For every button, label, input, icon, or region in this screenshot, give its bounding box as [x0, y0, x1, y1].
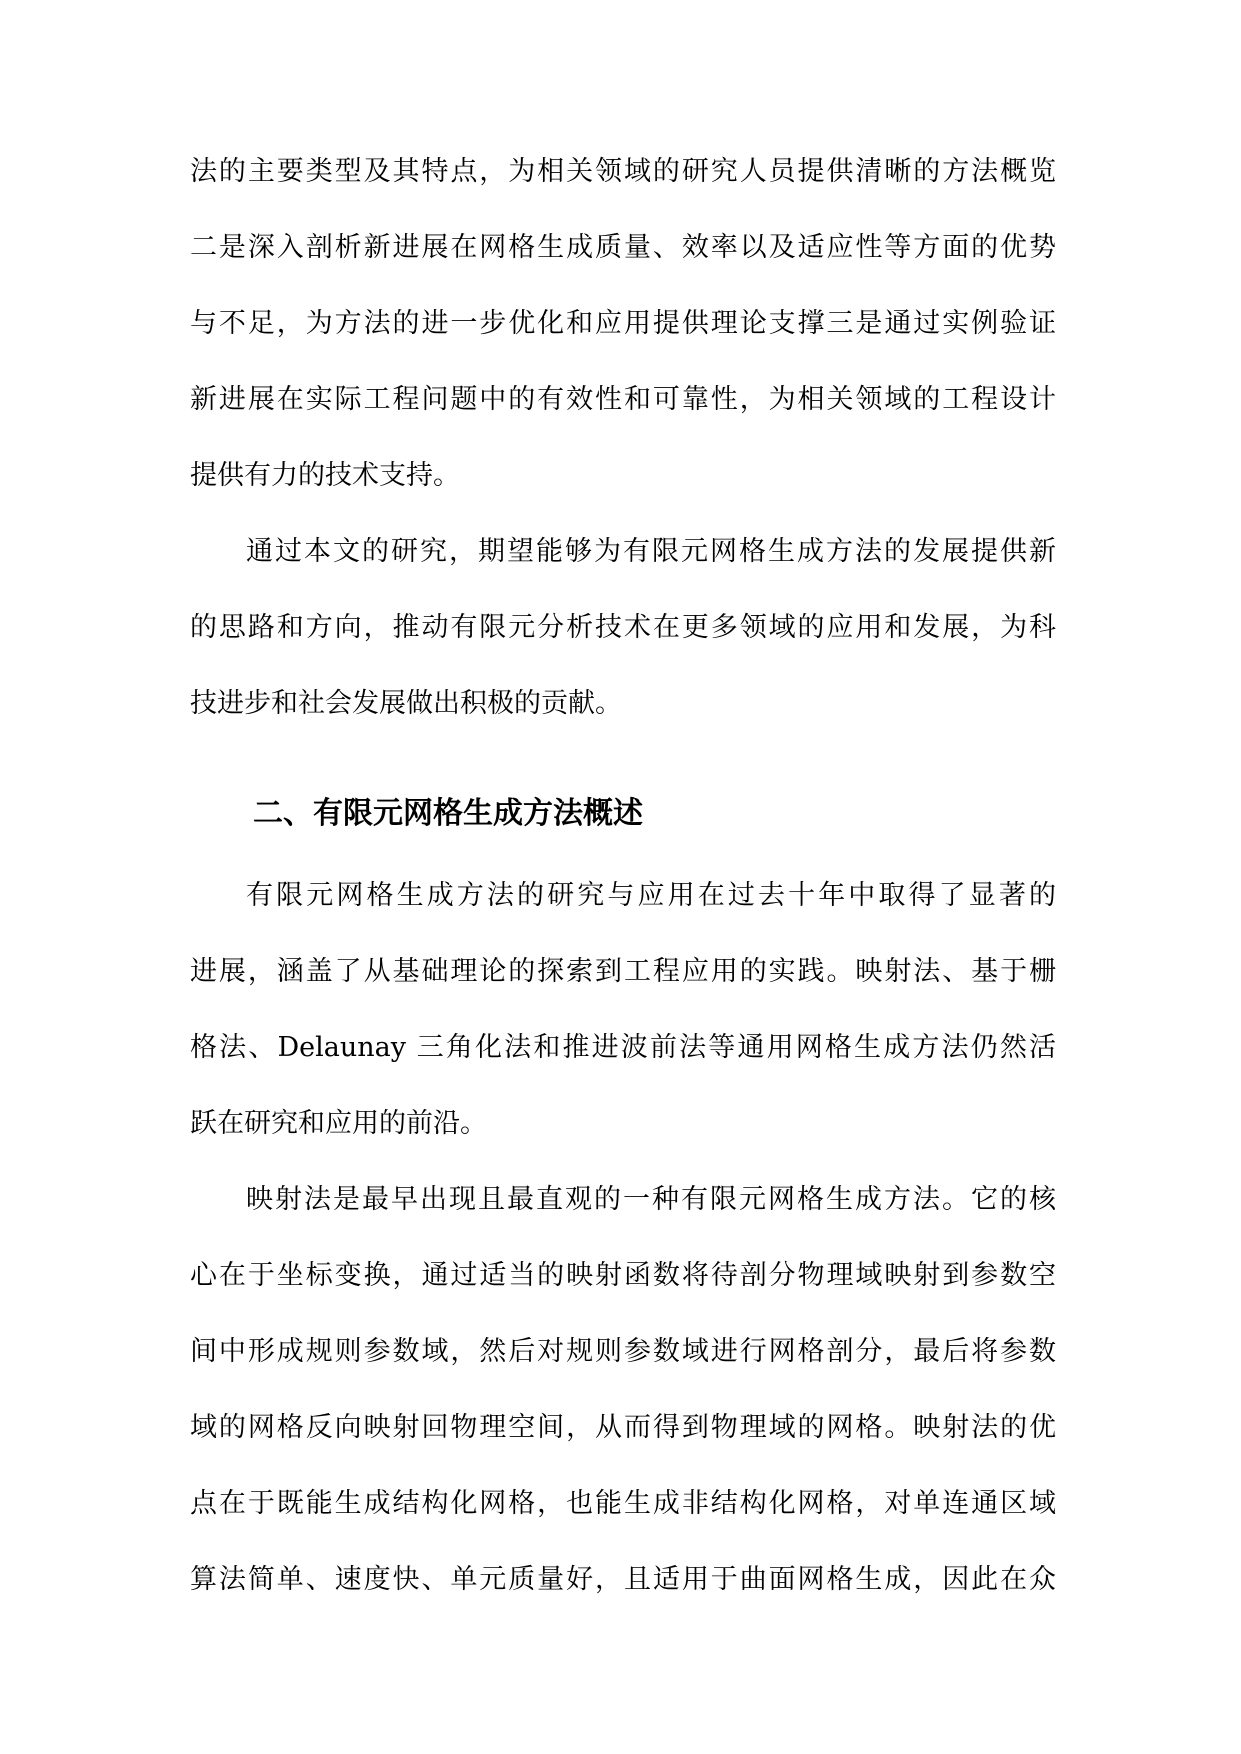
- paragraph-line: 跃在研究和应用的前沿。: [190, 1108, 487, 1139]
- paragraph-line: 间中形成规则参数域，然后对规则参数域进行网格剖分，最后将参数: [190, 1336, 1056, 1367]
- paragraph-line: 二是深入剖析新进展在网格生成质量、效率以及适应性等方面的优势: [190, 232, 1056, 263]
- paragraph-line: 有限元网格生成方法的研究与应用在过去十年中取得了显著的: [246, 880, 1056, 911]
- paragraph-line: 与不足，为方法的进一步优化和应用提供理论支撑三是通过实例验证: [190, 308, 1056, 339]
- paragraph-line: 域的网格反向映射回物理空间，从而得到物理域的网格。映射法的优: [190, 1412, 1056, 1443]
- paragraph-line: 技进步和社会发展做出积极的贡献。: [190, 688, 622, 719]
- paragraph-line: 进展，涵盖了从基础理论的探索到工程应用的实践。映射法、基于栅: [190, 956, 1056, 987]
- paragraph-line: 提供有力的技术支持。: [190, 460, 460, 491]
- paragraph-line: 映射法是最早出现且最直观的一种有限元网格生成方法。它的核: [246, 1184, 1056, 1215]
- paragraph-line: 法的主要类型及其特点，为相关领域的研究人员提供清晰的方法概览: [190, 156, 1056, 187]
- paragraph-line: 点在于既能生成结构化网格，也能生成非结构化网格，对单连通区域: [190, 1488, 1056, 1519]
- paragraph-line: 通过本文的研究，期望能够为有限元网格生成方法的发展提供新: [246, 536, 1056, 567]
- section-heading: 二、有限元网格生成方法概述: [253, 796, 643, 831]
- paragraph-line: 格法、Delaunay 三角化法和推进波前法等通用网格生成方法仍然活: [190, 1032, 1056, 1063]
- paragraph-line: 的思路和方向，推动有限元分析技术在更多领域的应用和发展，为科: [190, 612, 1056, 643]
- paragraph-line: 心在于坐标变换，通过适当的映射函数将待剖分物理域映射到参数空: [190, 1260, 1056, 1291]
- paragraph-line: 算法简单、速度快、单元质量好，且适用于曲面网格生成，因此在众: [190, 1564, 1056, 1595]
- paragraph-line: 新进展在实际工程问题中的有效性和可靠性，为相关领域的工程设计: [190, 384, 1056, 415]
